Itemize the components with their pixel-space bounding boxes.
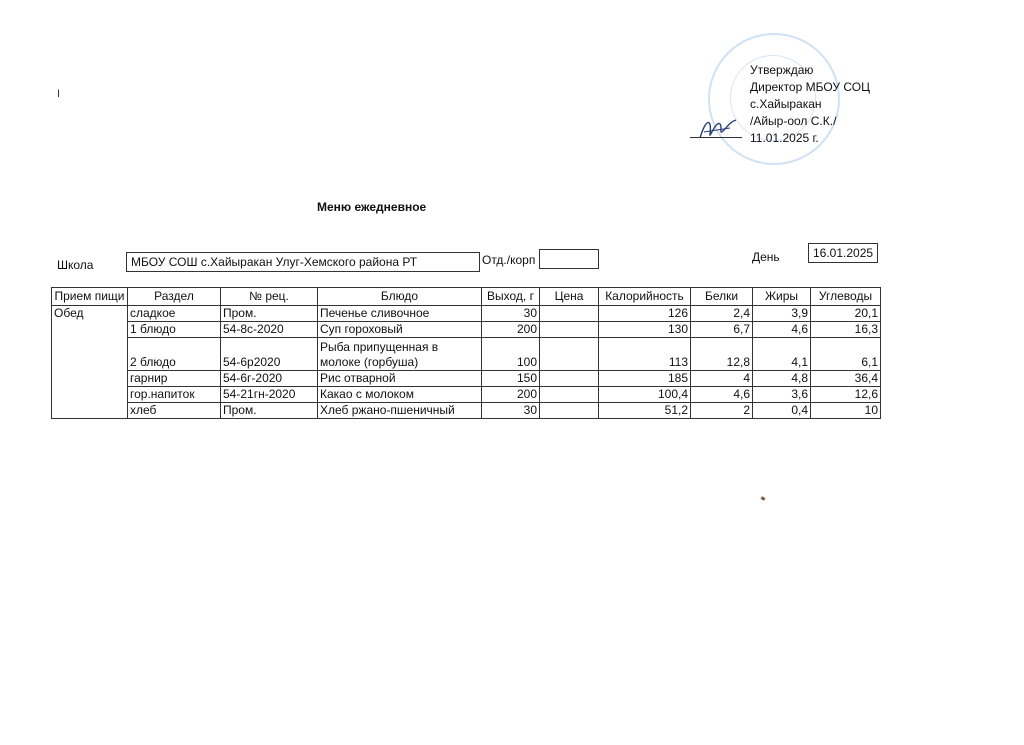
yield-cell: 100 bbox=[482, 338, 540, 371]
table-row bbox=[52, 387, 881, 403]
calories-cell: 113 bbox=[599, 338, 691, 371]
scan-speck bbox=[761, 496, 766, 501]
section-cell: хлеб bbox=[128, 403, 221, 419]
calories-cell: 185 bbox=[599, 371, 691, 387]
section-cell: гор.напиток bbox=[128, 387, 221, 403]
col-calories: Калорийность bbox=[599, 288, 691, 306]
fats-cell: 4,1 bbox=[753, 338, 811, 371]
col-price: Цена bbox=[540, 288, 599, 306]
dept-label: Отд./корп bbox=[482, 253, 536, 267]
recipe-cell: 54-6р2020 bbox=[221, 338, 318, 371]
col-fats: Жиры bbox=[753, 288, 811, 306]
carbs-cell: 12,6 bbox=[811, 387, 881, 403]
price-cell bbox=[540, 338, 599, 371]
recipe-cell: 54-8с-2020 bbox=[221, 322, 318, 338]
proteins-cell: 2,4 bbox=[691, 306, 753, 322]
proteins-cell: 12,8 bbox=[691, 338, 753, 371]
dish-cell: Рис отварной bbox=[318, 371, 482, 387]
price-cell bbox=[540, 306, 599, 322]
calories-cell: 51,2 bbox=[599, 403, 691, 419]
carbs-cell: 10 bbox=[811, 403, 881, 419]
recipe-cell: Пром. bbox=[221, 306, 318, 322]
table-row bbox=[52, 371, 881, 387]
menu-table bbox=[51, 287, 881, 419]
day-field: 16.01.2025 bbox=[808, 243, 878, 263]
recipe-cell: Пром. bbox=[221, 403, 318, 419]
proteins-cell: 6,7 bbox=[691, 322, 753, 338]
approval-line-2: Директор МБОУ СОЦ bbox=[750, 80, 870, 94]
section-cell: сладкое bbox=[128, 306, 221, 322]
col-meal: Прием пищи bbox=[52, 288, 128, 306]
table-header-row bbox=[52, 288, 881, 306]
col-recipe: № рец. bbox=[221, 288, 318, 306]
stray-mark: I bbox=[57, 88, 61, 100]
proteins-cell: 4 bbox=[691, 371, 753, 387]
yield-cell: 30 bbox=[482, 306, 540, 322]
recipe-cell: 54-6г-2020 bbox=[221, 371, 318, 387]
carbs-cell: 20,1 bbox=[811, 306, 881, 322]
col-yield: Выход, г bbox=[482, 288, 540, 306]
page-title: Меню ежедневное bbox=[317, 200, 427, 214]
meal-cell: Обед bbox=[52, 306, 128, 419]
carbs-cell: 6,1 bbox=[811, 338, 881, 371]
dish-cell: Суп гороховый bbox=[318, 322, 482, 338]
price-cell bbox=[540, 322, 599, 338]
signature-icon bbox=[696, 114, 740, 144]
col-section: Раздел bbox=[128, 288, 221, 306]
col-carbs: Углеводы bbox=[811, 288, 881, 306]
dish-cell: Рыба припущенная в молоке (горбуша) bbox=[318, 338, 482, 371]
fats-cell: 3,6 bbox=[753, 387, 811, 403]
calories-cell: 130 bbox=[599, 322, 691, 338]
price-cell bbox=[540, 403, 599, 419]
fats-cell: 4,8 bbox=[753, 371, 811, 387]
yield-cell: 200 bbox=[482, 322, 540, 338]
approval-block bbox=[750, 62, 870, 147]
yield-cell: 200 bbox=[482, 387, 540, 403]
school-label: Школа bbox=[57, 258, 94, 272]
dept-field bbox=[539, 249, 599, 269]
day-label: День bbox=[752, 250, 780, 264]
calories-cell: 126 bbox=[599, 306, 691, 322]
approval-line-4: /Айыр-оол С.К./ bbox=[750, 114, 837, 128]
section-cell: гарнир bbox=[128, 371, 221, 387]
price-cell bbox=[540, 371, 599, 387]
signature-line bbox=[690, 137, 742, 138]
fats-cell: 3,9 bbox=[753, 306, 811, 322]
yield-cell: 30 bbox=[482, 403, 540, 419]
table-row bbox=[52, 322, 881, 338]
table-row bbox=[52, 338, 881, 371]
table-row bbox=[52, 306, 881, 322]
section-cell: 1 блюдо bbox=[128, 322, 221, 338]
col-proteins: Белки bbox=[691, 288, 753, 306]
price-cell bbox=[540, 387, 599, 403]
dish-cell: Какао с молоком bbox=[318, 387, 482, 403]
dish-cell: Печенье сливочное bbox=[318, 306, 482, 322]
approval-line-5: 11.01.2025 г. bbox=[750, 131, 819, 145]
recipe-cell: 54-21гн-2020 bbox=[221, 387, 318, 403]
calories-cell: 100,4 bbox=[599, 387, 691, 403]
school-field: МБОУ СОШ с.Хайыракан Улуг-Хемского района РТ bbox=[126, 252, 480, 272]
yield-cell: 150 bbox=[482, 371, 540, 387]
table-row bbox=[52, 403, 881, 419]
approval-line-3: с.Хайыракан bbox=[750, 97, 822, 111]
proteins-cell: 4,6 bbox=[691, 387, 753, 403]
dish-cell: Хлеб ржано-пшеничный bbox=[318, 403, 482, 419]
fats-cell: 0,4 bbox=[753, 403, 811, 419]
carbs-cell: 16,3 bbox=[811, 322, 881, 338]
carbs-cell: 36,4 bbox=[811, 371, 881, 387]
col-dish: Блюдо bbox=[318, 288, 482, 306]
approval-line-1: Утверждаю bbox=[750, 63, 814, 77]
proteins-cell: 2 bbox=[691, 403, 753, 419]
fats-cell: 4,6 bbox=[753, 322, 811, 338]
section-cell: 2 блюдо bbox=[128, 338, 221, 371]
